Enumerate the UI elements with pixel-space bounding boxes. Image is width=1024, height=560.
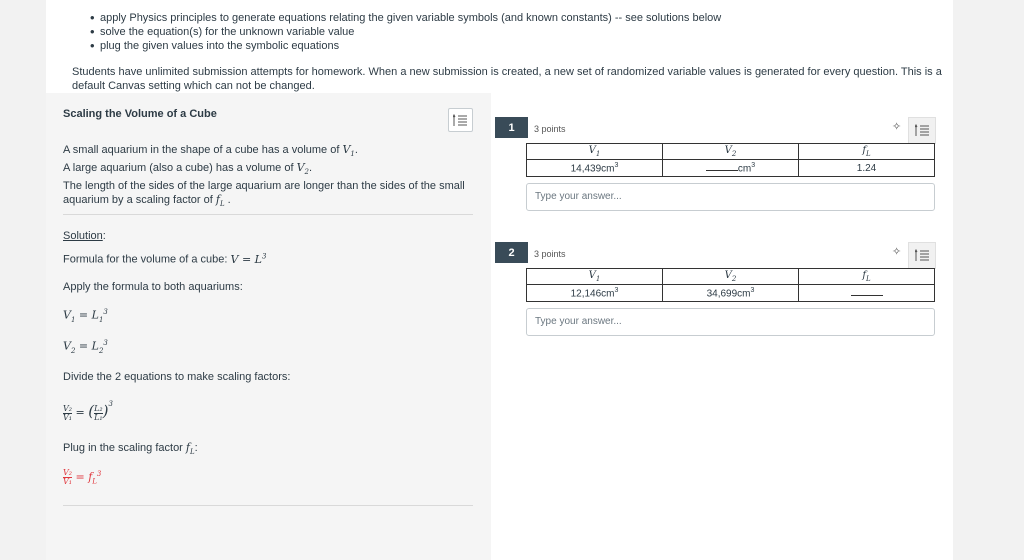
header-fl: $f_L$ — [799, 144, 935, 160]
question-list-button[interactable] — [908, 117, 936, 144]
plug-text: Plug in the scaling factor — [63, 442, 183, 454]
formula-line: Formula for the volume of a cube: $V = L^3$ — [63, 252, 267, 266]
problem-statement: A small aquarium in the shape of a cube has a volume of $V_1$. A large aquarium (also a cube) has a volume of $V_2$. The length of the sides of the large aquarium are longer than the sides of the small aquarium by a scaling factor of $f_L$ . — [63, 143, 465, 209]
plug-line: Plug in the scaling factor $f_L$: — [63, 441, 198, 457]
list-icon — [915, 124, 930, 137]
value-v2-text: 34,699cm — [706, 288, 751, 300]
equation-v1: $V_1 = L_1^3$ — [63, 308, 108, 324]
pin-icon: ✧ — [892, 121, 902, 133]
value-v2: $cm^3$ — [663, 160, 799, 177]
header-fl: $f_L$ — [799, 269, 935, 285]
instruction-bullets — [92, 11, 721, 53]
value-v2: $34,699cm^3$ — [663, 285, 799, 302]
value-v1-text: 12,146cm — [570, 288, 615, 300]
problem-line-1: A small aquarium in the shape of a cube has a volume of — [63, 144, 340, 156]
list-icon — [915, 249, 930, 262]
divider — [63, 214, 473, 215]
header-v2: $V_2$ — [663, 144, 799, 160]
list-toggle-button[interactable] — [448, 108, 473, 132]
unknown-blank — [706, 163, 738, 171]
equation-ratio: $\frac{\text{V₂}}{\text{V₁}}$ = ( $\frac{\text{L₂}}{\text{L₁}}$ )$^3$ — [63, 400, 113, 422]
problem-line-2: A large aquarium (also a cube) has a volume of — [63, 162, 294, 175]
solution-label: Solution — [63, 230, 103, 242]
assignment-page — [46, 0, 953, 560]
unknown-blank — [851, 288, 883, 296]
formula-text: Formula for the volume of a cube: — [63, 253, 228, 266]
question-number: 2 — [495, 242, 528, 263]
pin-button[interactable] — [892, 120, 901, 133]
submission-notice: Students have unlimited submission attempts for homework. When a new submission is created, a new set of randomized variable values is generated for every question. This is a default Canvas setting which can not be changed. — [72, 66, 942, 92]
equation-scaling: $\frac{\text{V₂}}{\text{V₁}}$ = $f_L^3$ — [63, 468, 102, 486]
pin-button[interactable] — [892, 245, 901, 258]
divide-text: Divide the 2 equations to make scaling factors: — [63, 371, 291, 383]
variables-table — [526, 143, 935, 177]
instruction-bullet: • solve the equation(s) for the unknown variable value — [92, 25, 721, 39]
pin-icon: ✧ — [892, 246, 902, 258]
header-v2: $V_2$ — [663, 269, 799, 285]
problem-line-3: The length of the sides of the large aquarium are longer than the sides of the small aquarium by a scaling factor of — [63, 180, 465, 207]
question-number: 1 — [495, 117, 528, 138]
solution-panel — [46, 93, 491, 560]
instruction-bullet: • apply Physics principles to generate equations relating the given variable symbols (and known constants) -- see solutions below — [92, 11, 721, 25]
value-v1-text: 14,439cm — [570, 163, 615, 175]
value-fl: 1.24 — [799, 160, 935, 177]
list-icon — [453, 114, 468, 127]
answer-input[interactable]: Type your answer... — [526, 308, 935, 336]
header-v1: $V_1$ — [527, 144, 663, 160]
question-points: 3 points — [534, 124, 566, 134]
answer-input[interactable]: Type your answer... — [526, 183, 935, 211]
variables-table — [526, 268, 935, 302]
panel-title: Scaling the Volume of a Cube — [63, 108, 217, 120]
value-v1: $12,146cm^3$ — [527, 285, 663, 302]
value-fl — [799, 285, 935, 302]
solution-heading: Solution: — [63, 230, 106, 242]
question-list-button[interactable] — [908, 242, 936, 269]
question-points: 3 points — [534, 249, 566, 259]
instruction-bullet: • plug the given values into the symbolic equations — [92, 39, 721, 53]
value-v1: $14,439cm^3$ — [527, 160, 663, 177]
header-v1: $V_1$ — [527, 269, 663, 285]
equation-v2: $V_2 = L_2^3$ — [63, 339, 108, 355]
divider — [63, 505, 473, 506]
value-v2-unit: cm — [737, 163, 752, 175]
apply-text: Apply the formula to both aquariums: — [63, 281, 243, 293]
